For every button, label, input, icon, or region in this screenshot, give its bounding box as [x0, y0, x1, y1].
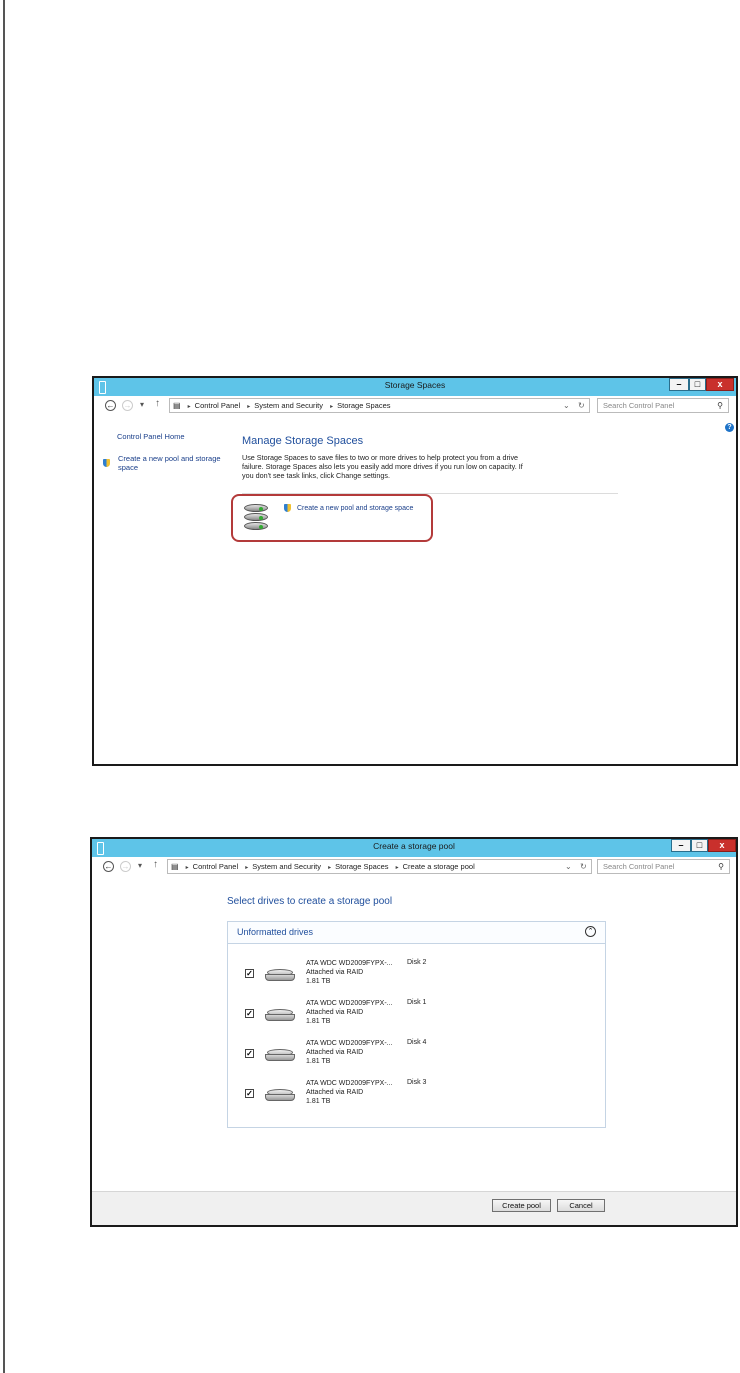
breadcrumb-separator-icon: ▸	[247, 404, 251, 410]
create-pool-button[interactable]: Create pool	[492, 1199, 551, 1212]
drive-name: ATA WDC WD2009FYPX-...	[306, 1000, 393, 1007]
sidebar-create-pool-link[interactable]: Create a new pool and storage space	[118, 454, 221, 472]
breadcrumb-separator-icon: ▸	[187, 404, 191, 410]
maximize-button[interactable]: □	[689, 378, 706, 391]
address-bar[interactable]	[169, 398, 590, 413]
disk-number: Disk 2	[407, 959, 427, 966]
disk-number: Disk 1	[407, 999, 427, 1006]
navigation-bar	[94, 398, 736, 415]
create-storage-pool-window	[90, 837, 738, 1227]
breadcrumb-separator-icon: ▸	[395, 865, 399, 871]
close-button[interactable]: x	[706, 378, 734, 391]
drive-attachment: Attached via RAID	[306, 1049, 364, 1056]
navigation-bar	[92, 859, 736, 876]
help-icon[interactable]: ?	[725, 423, 734, 432]
page-margin-line	[3, 0, 5, 1373]
drive-size: 1.81 TB	[306, 1098, 331, 1105]
storage-pool-icon	[244, 504, 270, 534]
recent-locations-icon[interactable]: ▾	[140, 400, 145, 409]
page-description: Use Storage Spaces to save files to two or more drives to help protect you from a drive failure. Storage Spaces also lets you easily add more drives if you run low on capacity. If you don't see task links, click Change settings.	[242, 453, 523, 480]
page-title: Manage Storage Spaces	[242, 435, 364, 447]
drive-name: ATA WDC WD2009FYPX-...	[306, 960, 393, 967]
drive-checkbox[interactable]: ✓	[246, 1049, 253, 1058]
refresh-icon[interactable]: ↻	[580, 862, 587, 871]
up-arrow-icon[interactable]: ↑	[155, 398, 160, 409]
minimize-button[interactable]: –	[671, 839, 691, 852]
page-title: Select drives to create a storage pool	[227, 896, 393, 907]
list-item[interactable]	[228, 995, 605, 1035]
storage-spaces-window	[92, 376, 738, 766]
unformatted-drives-group	[227, 921, 606, 1128]
address-bar[interactable]	[167, 859, 592, 874]
drive-attachment: Attached via RAID	[306, 1009, 364, 1016]
minimize-button[interactable]: –	[669, 378, 689, 391]
group-header[interactable]	[228, 922, 605, 944]
list-item[interactable]	[228, 955, 605, 995]
drive-checkbox[interactable]: ✓	[246, 1089, 253, 1098]
breadcrumb-separator-icon: ▸	[328, 865, 332, 871]
recent-locations-icon[interactable]: ▾	[138, 861, 143, 870]
forward-arrow-icon[interactable]: →	[121, 862, 130, 871]
hard-drive-icon	[265, 969, 295, 981]
drive-name: ATA WDC WD2009FYPX-...	[306, 1080, 393, 1087]
dropdown-icon[interactable]: ⌄	[563, 401, 570, 410]
hard-drive-icon	[265, 1009, 295, 1021]
title-bar[interactable]	[92, 839, 736, 857]
drive-size: 1.81 TB	[306, 1018, 331, 1025]
list-item[interactable]	[228, 1035, 605, 1075]
window-title: Storage Spaces	[384, 380, 446, 390]
refresh-icon[interactable]: ↻	[578, 401, 585, 410]
close-button[interactable]: x	[708, 839, 736, 852]
drive-info	[306, 959, 392, 986]
breadcrumb-separator-icon: ▸	[330, 404, 334, 410]
drive-size: 1.81 TB	[306, 1058, 331, 1065]
search-input[interactable]	[597, 859, 730, 874]
control-panel-icon: ▤	[171, 862, 179, 871]
breadcrumb-system-and-security[interactable]: System and Security	[254, 401, 324, 410]
drive-info	[306, 1039, 392, 1066]
sidebar-task-create-pool[interactable]	[103, 454, 228, 472]
cancel-button[interactable]: Cancel	[557, 1199, 605, 1212]
breadcrumb-separator-icon: ▸	[185, 865, 189, 871]
breadcrumb-control-panel[interactable]: Control Panel	[192, 862, 239, 871]
search-placeholder: Search Control Panel	[603, 401, 675, 410]
maximize-button[interactable]: □	[691, 839, 708, 852]
drive-info	[306, 1079, 392, 1106]
disk-number: Disk 4	[407, 1039, 427, 1046]
drive-name: ATA WDC WD2009FYPX-...	[306, 1040, 393, 1047]
breadcrumb-control-panel[interactable]: Control Panel	[194, 401, 241, 410]
dialog-footer	[92, 1191, 736, 1225]
shield-icon	[284, 504, 291, 512]
shield-icon	[103, 459, 110, 467]
drive-attachment: Attached via RAID	[306, 1089, 364, 1096]
chevron-up-icon[interactable]: ⌃	[585, 926, 596, 937]
forward-arrow-icon[interactable]: →	[123, 401, 132, 410]
up-arrow-icon[interactable]: ↑	[153, 859, 158, 870]
control-panel-home-link[interactable]: Control Panel Home	[117, 432, 185, 441]
dropdown-icon[interactable]: ⌄	[565, 862, 572, 871]
search-input[interactable]	[597, 398, 729, 413]
drive-info	[306, 999, 392, 1026]
breadcrumb-storage-spaces[interactable]: Storage Spaces	[337, 401, 391, 410]
disk-number: Disk 3	[407, 1079, 427, 1086]
breadcrumb-storage-spaces[interactable]: Storage Spaces	[335, 862, 389, 871]
drive-checkbox[interactable]: ✓	[246, 969, 253, 978]
breadcrumb-system-and-security[interactable]: System and Security	[252, 862, 322, 871]
drive-attachment: Attached via RAID	[306, 969, 364, 976]
hard-drive-icon	[265, 1089, 295, 1101]
title-bar[interactable]	[94, 378, 736, 396]
back-arrow-icon[interactable]: ←	[106, 401, 115, 410]
search-icon[interactable]: ⚲	[717, 401, 723, 410]
window-title: Create a storage pool	[373, 841, 455, 851]
search-icon[interactable]: ⚲	[718, 862, 724, 871]
drive-size: 1.81 TB	[306, 978, 331, 985]
create-pool-link[interactable]: Create a new pool and storage space	[297, 505, 414, 512]
group-title: Unformatted drives	[237, 927, 314, 937]
drive-checkbox[interactable]: ✓	[246, 1009, 253, 1018]
back-arrow-icon[interactable]: ←	[104, 862, 113, 871]
list-item[interactable]	[228, 1075, 605, 1115]
hard-drive-icon	[265, 1049, 295, 1061]
breadcrumb-separator-icon: ▸	[245, 865, 249, 871]
search-placeholder: Search Control Panel	[603, 862, 675, 871]
breadcrumb-create-storage-pool[interactable]: Create a storage pool	[402, 862, 475, 871]
control-panel-icon: ▤	[173, 401, 181, 410]
